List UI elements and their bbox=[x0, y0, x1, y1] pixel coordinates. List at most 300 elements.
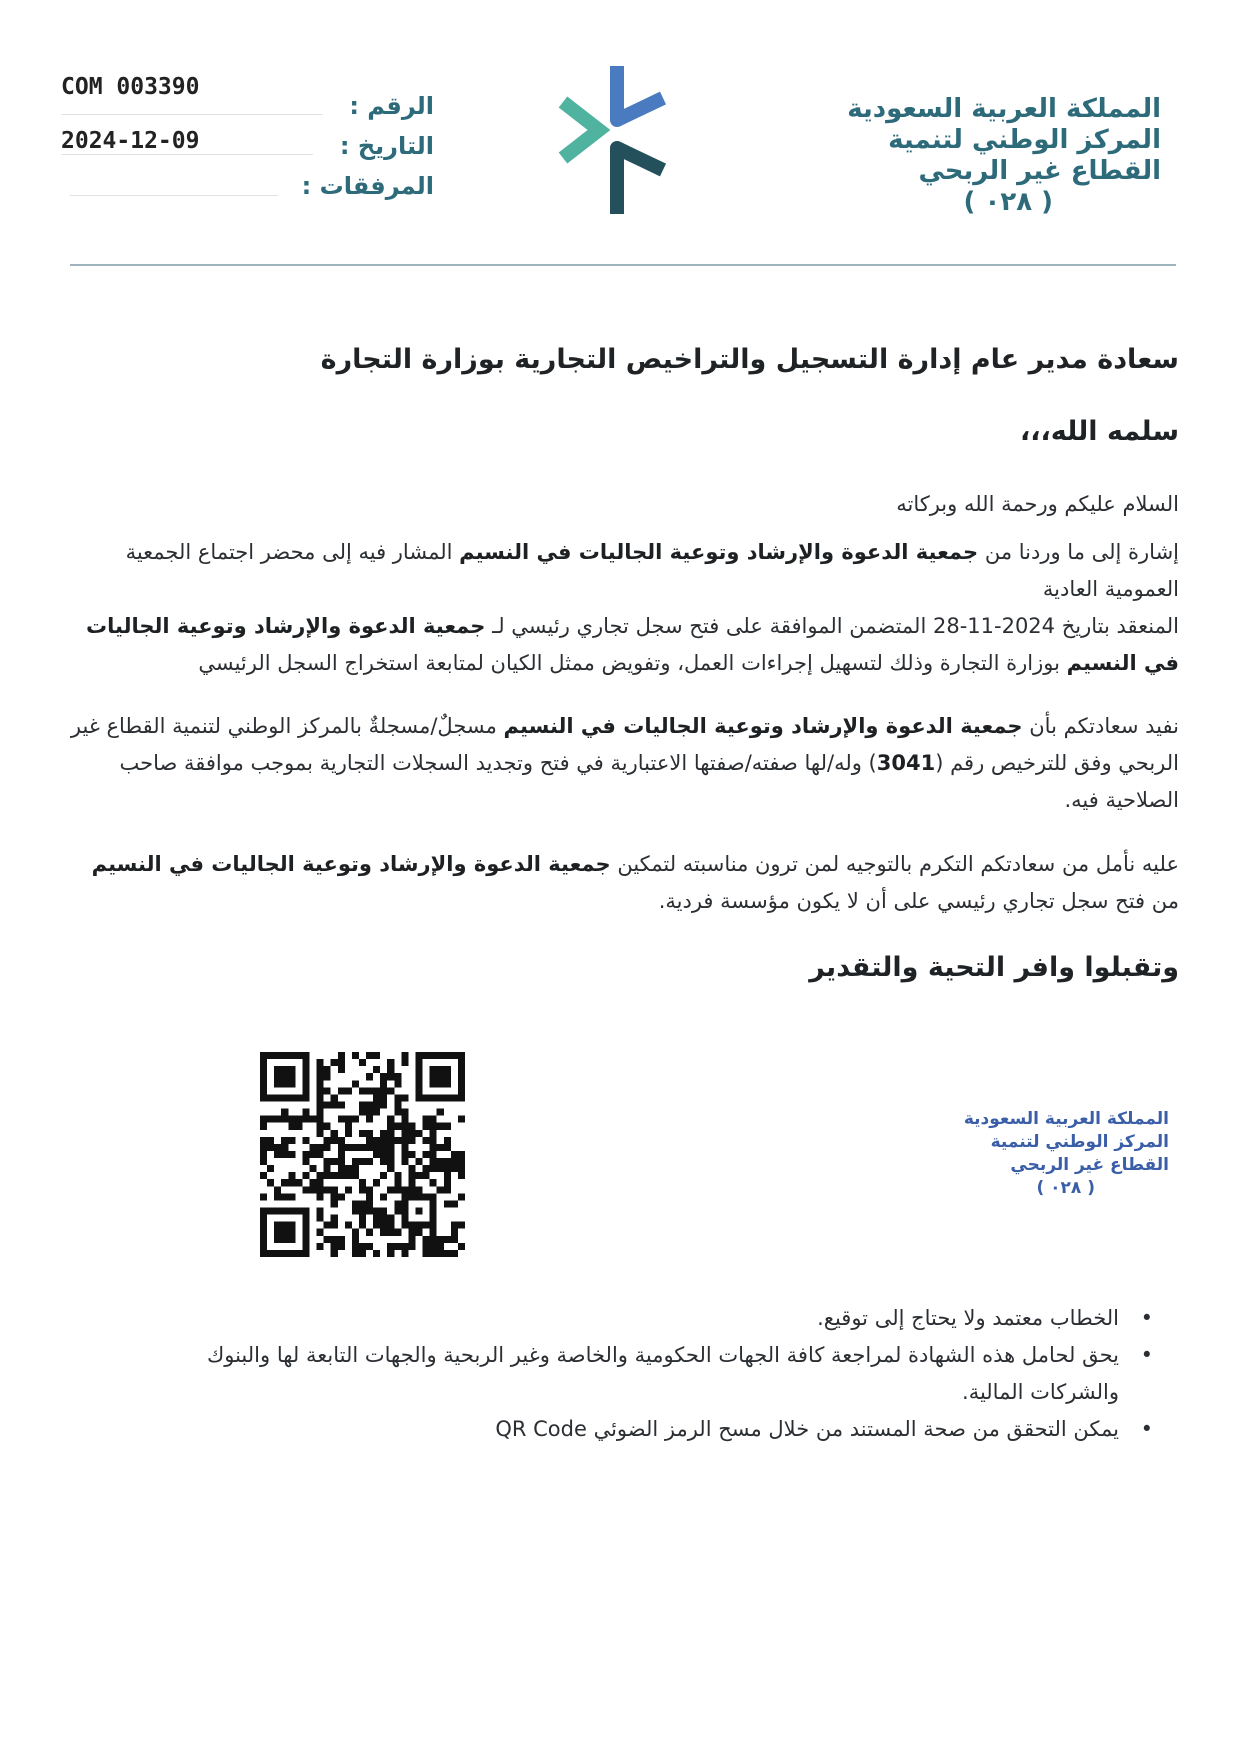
qr-module bbox=[317, 1101, 324, 1108]
qr-module bbox=[380, 1137, 387, 1144]
qr-module bbox=[401, 1137, 408, 1144]
greeting: سلمه الله،،، bbox=[1019, 416, 1179, 447]
qr-module bbox=[366, 1200, 373, 1207]
qr-module bbox=[317, 1179, 324, 1186]
qr-module bbox=[416, 1130, 423, 1137]
qr-module bbox=[380, 1208, 387, 1215]
qr-module bbox=[274, 1250, 281, 1257]
qr-module bbox=[302, 1094, 309, 1101]
qr-module bbox=[345, 1123, 352, 1130]
qr-module bbox=[458, 1243, 465, 1250]
qr-module bbox=[444, 1094, 451, 1101]
qr-module bbox=[317, 1066, 324, 1073]
qr-module bbox=[345, 1165, 352, 1172]
qr-module bbox=[394, 1109, 401, 1116]
qr-module bbox=[260, 1059, 267, 1066]
qr-module bbox=[260, 1208, 267, 1215]
qr-module bbox=[317, 1151, 324, 1158]
qr-module bbox=[451, 1222, 458, 1229]
attachments-underline bbox=[70, 195, 278, 196]
qr-module bbox=[309, 1144, 316, 1151]
qr-module bbox=[366, 1116, 373, 1123]
qr-module bbox=[401, 1130, 408, 1137]
qr-module bbox=[366, 1193, 373, 1200]
qr-module bbox=[359, 1222, 366, 1229]
qr-module bbox=[430, 1193, 437, 1200]
qr-module bbox=[302, 1250, 309, 1257]
qr-module bbox=[338, 1059, 345, 1066]
qr-module bbox=[324, 1172, 331, 1179]
qr-module bbox=[302, 1059, 309, 1066]
qr-module bbox=[458, 1066, 465, 1073]
qr-module bbox=[317, 1172, 324, 1179]
qr-module bbox=[380, 1172, 387, 1179]
qr-module bbox=[281, 1094, 288, 1101]
qr-module bbox=[295, 1123, 302, 1130]
qr-module bbox=[451, 1094, 458, 1101]
qr-module bbox=[324, 1236, 331, 1243]
qr-module bbox=[288, 1236, 295, 1243]
qr-module bbox=[302, 1151, 309, 1158]
date-value: 2024-12-09 bbox=[61, 128, 200, 154]
qr-module bbox=[380, 1101, 387, 1108]
qr-module bbox=[338, 1172, 345, 1179]
qr-module bbox=[324, 1165, 331, 1172]
qr-module bbox=[458, 1193, 465, 1200]
qr-module bbox=[338, 1144, 345, 1151]
qr-module bbox=[281, 1080, 288, 1087]
qr-module bbox=[274, 1151, 281, 1158]
p4-b: من فتح سجل تجاري رئيسي على أن لا يكون مؤسسة فردية. bbox=[658, 889, 1179, 913]
qr-module bbox=[394, 1080, 401, 1087]
qr-module bbox=[408, 1123, 415, 1130]
p2-a: المنعقد بتاريخ 2024-11-28 المتضمن الموافقة على فتح سجل تجاري رئيسي لـ bbox=[485, 614, 1179, 638]
qr-module bbox=[274, 1186, 281, 1193]
qr-module bbox=[288, 1179, 295, 1186]
qr-module bbox=[359, 1087, 366, 1094]
qr-module bbox=[317, 1208, 324, 1215]
qr-module bbox=[458, 1165, 465, 1172]
qr-module bbox=[281, 1052, 288, 1059]
qr-module bbox=[352, 1243, 359, 1250]
qr-module bbox=[338, 1165, 345, 1172]
qr-module bbox=[331, 1250, 338, 1257]
qr-module bbox=[288, 1229, 295, 1236]
qr-module bbox=[444, 1137, 451, 1144]
qr-module bbox=[387, 1116, 394, 1123]
qr-module bbox=[408, 1130, 415, 1137]
qr-module bbox=[281, 1222, 288, 1229]
qr-module bbox=[387, 1144, 394, 1151]
qr-module bbox=[295, 1250, 302, 1257]
qr-module bbox=[437, 1123, 444, 1130]
qr-module bbox=[380, 1094, 387, 1101]
qr-module bbox=[437, 1165, 444, 1172]
qr-module bbox=[338, 1236, 345, 1243]
qr-module bbox=[444, 1080, 451, 1087]
qr-module bbox=[458, 1052, 465, 1059]
qr-module bbox=[352, 1250, 359, 1257]
qr-module bbox=[274, 1222, 281, 1229]
qr-module bbox=[416, 1073, 423, 1080]
qr-module bbox=[288, 1073, 295, 1080]
qr-module bbox=[430, 1165, 437, 1172]
header-divider bbox=[70, 264, 1176, 266]
qr-module bbox=[430, 1080, 437, 1087]
qr-module bbox=[437, 1236, 444, 1243]
qr-module bbox=[267, 1250, 274, 1257]
qr-module bbox=[387, 1137, 394, 1144]
qr-module bbox=[338, 1243, 345, 1250]
qr-module bbox=[458, 1151, 465, 1158]
qr-module bbox=[430, 1208, 437, 1215]
qr-module bbox=[260, 1066, 267, 1073]
qr-module bbox=[317, 1059, 324, 1066]
qr-module bbox=[373, 1109, 380, 1116]
qr-module bbox=[366, 1144, 373, 1151]
qr-module bbox=[394, 1172, 401, 1179]
qr-module bbox=[416, 1059, 423, 1066]
number-underline bbox=[61, 114, 323, 115]
qr-module bbox=[401, 1186, 408, 1193]
qr-module bbox=[324, 1066, 331, 1073]
qr-module bbox=[444, 1144, 451, 1151]
qr-module bbox=[373, 1087, 380, 1094]
qr-module bbox=[444, 1073, 451, 1080]
p4-a: عليه نأمل من سعادتكم التكرم بالتوجيه لمن ترون مناسبته لتمكين bbox=[610, 852, 1179, 876]
qr-module bbox=[359, 1059, 366, 1066]
qr-module bbox=[401, 1052, 408, 1059]
qr-module bbox=[302, 1229, 309, 1236]
qr-module bbox=[288, 1137, 295, 1144]
qr-module bbox=[430, 1137, 437, 1144]
qr-module bbox=[444, 1052, 451, 1059]
qr-module bbox=[408, 1186, 415, 1193]
qr-module bbox=[408, 1165, 415, 1172]
qr-module bbox=[302, 1066, 309, 1073]
qr-module bbox=[288, 1123, 295, 1130]
paragraph-4 bbox=[59, 846, 1179, 920]
qr-module bbox=[267, 1116, 274, 1123]
qr-module bbox=[338, 1052, 345, 1059]
qr-module bbox=[444, 1123, 451, 1130]
number-label: الرقم : bbox=[349, 92, 434, 120]
qr-module bbox=[359, 1158, 366, 1165]
qr-module bbox=[373, 1151, 380, 1158]
qr-module bbox=[309, 1179, 316, 1186]
qr-module bbox=[416, 1208, 423, 1215]
qr-module bbox=[423, 1052, 430, 1059]
qr-module bbox=[408, 1243, 415, 1250]
qr-module bbox=[430, 1236, 437, 1243]
qr-module bbox=[288, 1052, 295, 1059]
qr-module bbox=[444, 1165, 451, 1172]
qr-module bbox=[281, 1179, 288, 1186]
qr-module bbox=[260, 1222, 267, 1229]
qr-module bbox=[345, 1116, 352, 1123]
qr-module bbox=[338, 1087, 345, 1094]
p1-b: المشار فيه إلى محضر اجتماع الجمعية العمومية العادية bbox=[125, 540, 1179, 601]
qr-module bbox=[416, 1094, 423, 1101]
qr-module bbox=[281, 1137, 288, 1144]
qr-module bbox=[380, 1215, 387, 1222]
qr-module bbox=[281, 1116, 288, 1123]
qr-module bbox=[416, 1066, 423, 1073]
qr-module bbox=[401, 1094, 408, 1101]
qr-module bbox=[281, 1208, 288, 1215]
qr-module bbox=[408, 1222, 415, 1229]
qr-module bbox=[380, 1087, 387, 1094]
qr-module bbox=[317, 1144, 324, 1151]
qr-module bbox=[317, 1229, 324, 1236]
stamp-line2: المركز الوطني لتنمية bbox=[990, 1132, 1169, 1152]
qr-module bbox=[331, 1130, 338, 1137]
qr-module bbox=[260, 1172, 267, 1179]
qr-module bbox=[324, 1101, 331, 1108]
qr-module bbox=[437, 1080, 444, 1087]
qr-module bbox=[423, 1165, 430, 1172]
qr-module bbox=[451, 1236, 458, 1243]
qr-module bbox=[394, 1243, 401, 1250]
qr-module bbox=[401, 1243, 408, 1250]
qr-module bbox=[302, 1116, 309, 1123]
qr-module bbox=[295, 1179, 302, 1186]
qr-module bbox=[260, 1215, 267, 1222]
qr-module bbox=[267, 1052, 274, 1059]
qr-module bbox=[394, 1101, 401, 1108]
qr-module bbox=[416, 1193, 423, 1200]
qr-module bbox=[352, 1165, 359, 1172]
note-item bbox=[119, 1300, 1153, 1337]
qr-module bbox=[281, 1250, 288, 1257]
qr-module bbox=[317, 1215, 324, 1222]
qr-module bbox=[458, 1094, 465, 1101]
qr-module bbox=[387, 1215, 394, 1222]
qr-module bbox=[416, 1172, 423, 1179]
qr-module bbox=[324, 1137, 331, 1144]
qr-module bbox=[359, 1144, 366, 1151]
qr-module bbox=[338, 1158, 345, 1165]
qr-module bbox=[366, 1158, 373, 1165]
stamp-line4: ( ٠٢٨ ) bbox=[1036, 1178, 1095, 1198]
qr-module bbox=[302, 1158, 309, 1165]
qr-module bbox=[302, 1243, 309, 1250]
qr-module bbox=[352, 1052, 359, 1059]
qr-module bbox=[359, 1186, 366, 1193]
qr-module bbox=[444, 1172, 451, 1179]
qr-module bbox=[401, 1250, 408, 1257]
qr-module bbox=[288, 1151, 295, 1158]
qr-module bbox=[324, 1222, 331, 1229]
stamp-line3: القطاع غير الربحي bbox=[1010, 1155, 1169, 1175]
qr-module bbox=[345, 1144, 352, 1151]
qr-module bbox=[260, 1243, 267, 1250]
qr-module bbox=[302, 1215, 309, 1222]
qr-module bbox=[380, 1073, 387, 1080]
qr-module bbox=[423, 1193, 430, 1200]
qr-module bbox=[430, 1144, 437, 1151]
qr-module bbox=[260, 1144, 267, 1151]
p3-b: مسجلٌ/مسجلةٌ بالمركز الوطني لتنمية القطاع غير الربحي وفق للترخيص رقم ( bbox=[70, 714, 1179, 775]
qr-module bbox=[309, 1165, 316, 1172]
qr-module bbox=[302, 1080, 309, 1087]
qr-module bbox=[288, 1172, 295, 1179]
qr-module bbox=[338, 1066, 345, 1073]
qr-module bbox=[373, 1066, 380, 1073]
qr-module bbox=[437, 1066, 444, 1073]
qr-module bbox=[274, 1208, 281, 1215]
qr-module bbox=[373, 1144, 380, 1151]
qr-module bbox=[366, 1243, 373, 1250]
qr-module bbox=[387, 1130, 394, 1137]
qr-module bbox=[352, 1172, 359, 1179]
qr-module bbox=[380, 1158, 387, 1165]
qr-module bbox=[430, 1123, 437, 1130]
qr-module bbox=[281, 1144, 288, 1151]
qr-module bbox=[373, 1052, 380, 1059]
qr-module bbox=[359, 1130, 366, 1137]
qr-module bbox=[260, 1229, 267, 1236]
org-name-line2: المركز الوطني لتنمية bbox=[888, 125, 1161, 155]
qr-code-icon[interactable] bbox=[260, 1052, 465, 1257]
qr-module bbox=[394, 1073, 401, 1080]
qr-module bbox=[359, 1109, 366, 1116]
qr-module bbox=[387, 1222, 394, 1229]
qr-module bbox=[437, 1052, 444, 1059]
qr-module bbox=[352, 1208, 359, 1215]
qr-module bbox=[458, 1222, 465, 1229]
qr-module bbox=[366, 1052, 373, 1059]
qr-module bbox=[359, 1208, 366, 1215]
qr-module bbox=[444, 1200, 451, 1207]
qr-module bbox=[324, 1144, 331, 1151]
qr-module bbox=[408, 1172, 415, 1179]
qr-module bbox=[451, 1165, 458, 1172]
qr-module bbox=[352, 1200, 359, 1207]
qr-module bbox=[317, 1123, 324, 1130]
qr-module bbox=[394, 1179, 401, 1186]
qr-module bbox=[401, 1158, 408, 1165]
p3-c: ) وله/لها صفته/صفتها الاعتبارية في فتح وتجديد السجلات التجارية بموجب موافقة صاحب الصلاحية فيه. bbox=[119, 751, 1179, 812]
qr-module bbox=[366, 1229, 373, 1236]
qr-module bbox=[352, 1229, 359, 1236]
qr-module bbox=[387, 1123, 394, 1130]
qr-module bbox=[352, 1158, 359, 1165]
qr-module bbox=[260, 1094, 267, 1101]
qr-module bbox=[444, 1236, 451, 1243]
qr-module bbox=[430, 1229, 437, 1236]
qr-module bbox=[281, 1109, 288, 1116]
qr-module bbox=[302, 1109, 309, 1116]
qr-module bbox=[373, 1137, 380, 1144]
qr-module bbox=[324, 1186, 331, 1193]
qr-module bbox=[416, 1087, 423, 1094]
paragraph-2 bbox=[59, 608, 1179, 682]
notes-list bbox=[119, 1300, 1153, 1448]
qr-module bbox=[274, 1229, 281, 1236]
qr-module bbox=[394, 1200, 401, 1207]
p4-org: جمعية الدعوة والإرشاد وتوعية الجاليات في النسيم bbox=[91, 852, 611, 876]
qr-module bbox=[423, 1236, 430, 1243]
qr-module bbox=[430, 1250, 437, 1257]
qr-module bbox=[345, 1087, 352, 1094]
qr-module bbox=[366, 1109, 373, 1116]
qr-module bbox=[387, 1059, 394, 1066]
qr-module bbox=[387, 1243, 394, 1250]
qr-module bbox=[387, 1229, 394, 1236]
qr-module bbox=[302, 1186, 309, 1193]
ncnp-logo-icon bbox=[555, 60, 675, 220]
qr-module bbox=[267, 1144, 274, 1151]
qr-module bbox=[437, 1250, 444, 1257]
qr-module bbox=[458, 1116, 465, 1123]
qr-module bbox=[416, 1222, 423, 1229]
qr-module bbox=[387, 1066, 394, 1073]
qr-module bbox=[380, 1229, 387, 1236]
qr-module bbox=[408, 1229, 415, 1236]
qr-module bbox=[274, 1144, 281, 1151]
qr-module bbox=[317, 1116, 324, 1123]
qr-module bbox=[373, 1208, 380, 1215]
qr-module bbox=[387, 1165, 394, 1172]
qr-module bbox=[331, 1186, 338, 1193]
qr-module bbox=[260, 1116, 267, 1123]
qr-module bbox=[423, 1250, 430, 1257]
qr-module bbox=[260, 1193, 267, 1200]
qr-module bbox=[260, 1080, 267, 1087]
qr-module bbox=[394, 1186, 401, 1193]
p1-a: إشارة إلى ما وردنا من bbox=[978, 540, 1179, 564]
qr-module bbox=[401, 1116, 408, 1123]
qr-module bbox=[408, 1151, 415, 1158]
qr-module bbox=[338, 1193, 345, 1200]
addressee: سعادة مدير عام إدارة التسجيل والتراخيص التجارية بوزارة التجارة bbox=[320, 344, 1179, 375]
qr-module bbox=[380, 1193, 387, 1200]
qr-module bbox=[408, 1236, 415, 1243]
qr-module bbox=[317, 1073, 324, 1080]
qr-module bbox=[345, 1186, 352, 1193]
qr-module bbox=[331, 1101, 338, 1108]
qr-module bbox=[281, 1229, 288, 1236]
qr-module bbox=[423, 1094, 430, 1101]
qr-module bbox=[359, 1200, 366, 1207]
qr-module bbox=[260, 1052, 267, 1059]
qr-module bbox=[288, 1250, 295, 1257]
qr-module bbox=[317, 1080, 324, 1087]
qr-module bbox=[373, 1250, 380, 1257]
org-name-line3: القطاع غير الربحي bbox=[918, 156, 1161, 186]
qr-module bbox=[416, 1229, 423, 1236]
qr-module bbox=[331, 1200, 338, 1207]
qr-module bbox=[373, 1215, 380, 1222]
qr-module bbox=[366, 1208, 373, 1215]
qr-module bbox=[338, 1151, 345, 1158]
qr-module bbox=[380, 1222, 387, 1229]
qr-module bbox=[394, 1094, 401, 1101]
qr-module bbox=[317, 1109, 324, 1116]
note-3: يمكن التحقق من صحة المستند من خلال مسح الرمز الضوئي QR Code bbox=[495, 1417, 1119, 1441]
qr-module bbox=[317, 1243, 324, 1250]
qr-module bbox=[260, 1137, 267, 1144]
qr-module bbox=[324, 1073, 331, 1080]
qr-module bbox=[338, 1137, 345, 1144]
qr-module bbox=[458, 1080, 465, 1087]
qr-module bbox=[288, 1208, 295, 1215]
qr-module bbox=[380, 1080, 387, 1087]
qr-module bbox=[359, 1101, 366, 1108]
qr-module bbox=[437, 1158, 444, 1165]
qr-module bbox=[281, 1193, 288, 1200]
